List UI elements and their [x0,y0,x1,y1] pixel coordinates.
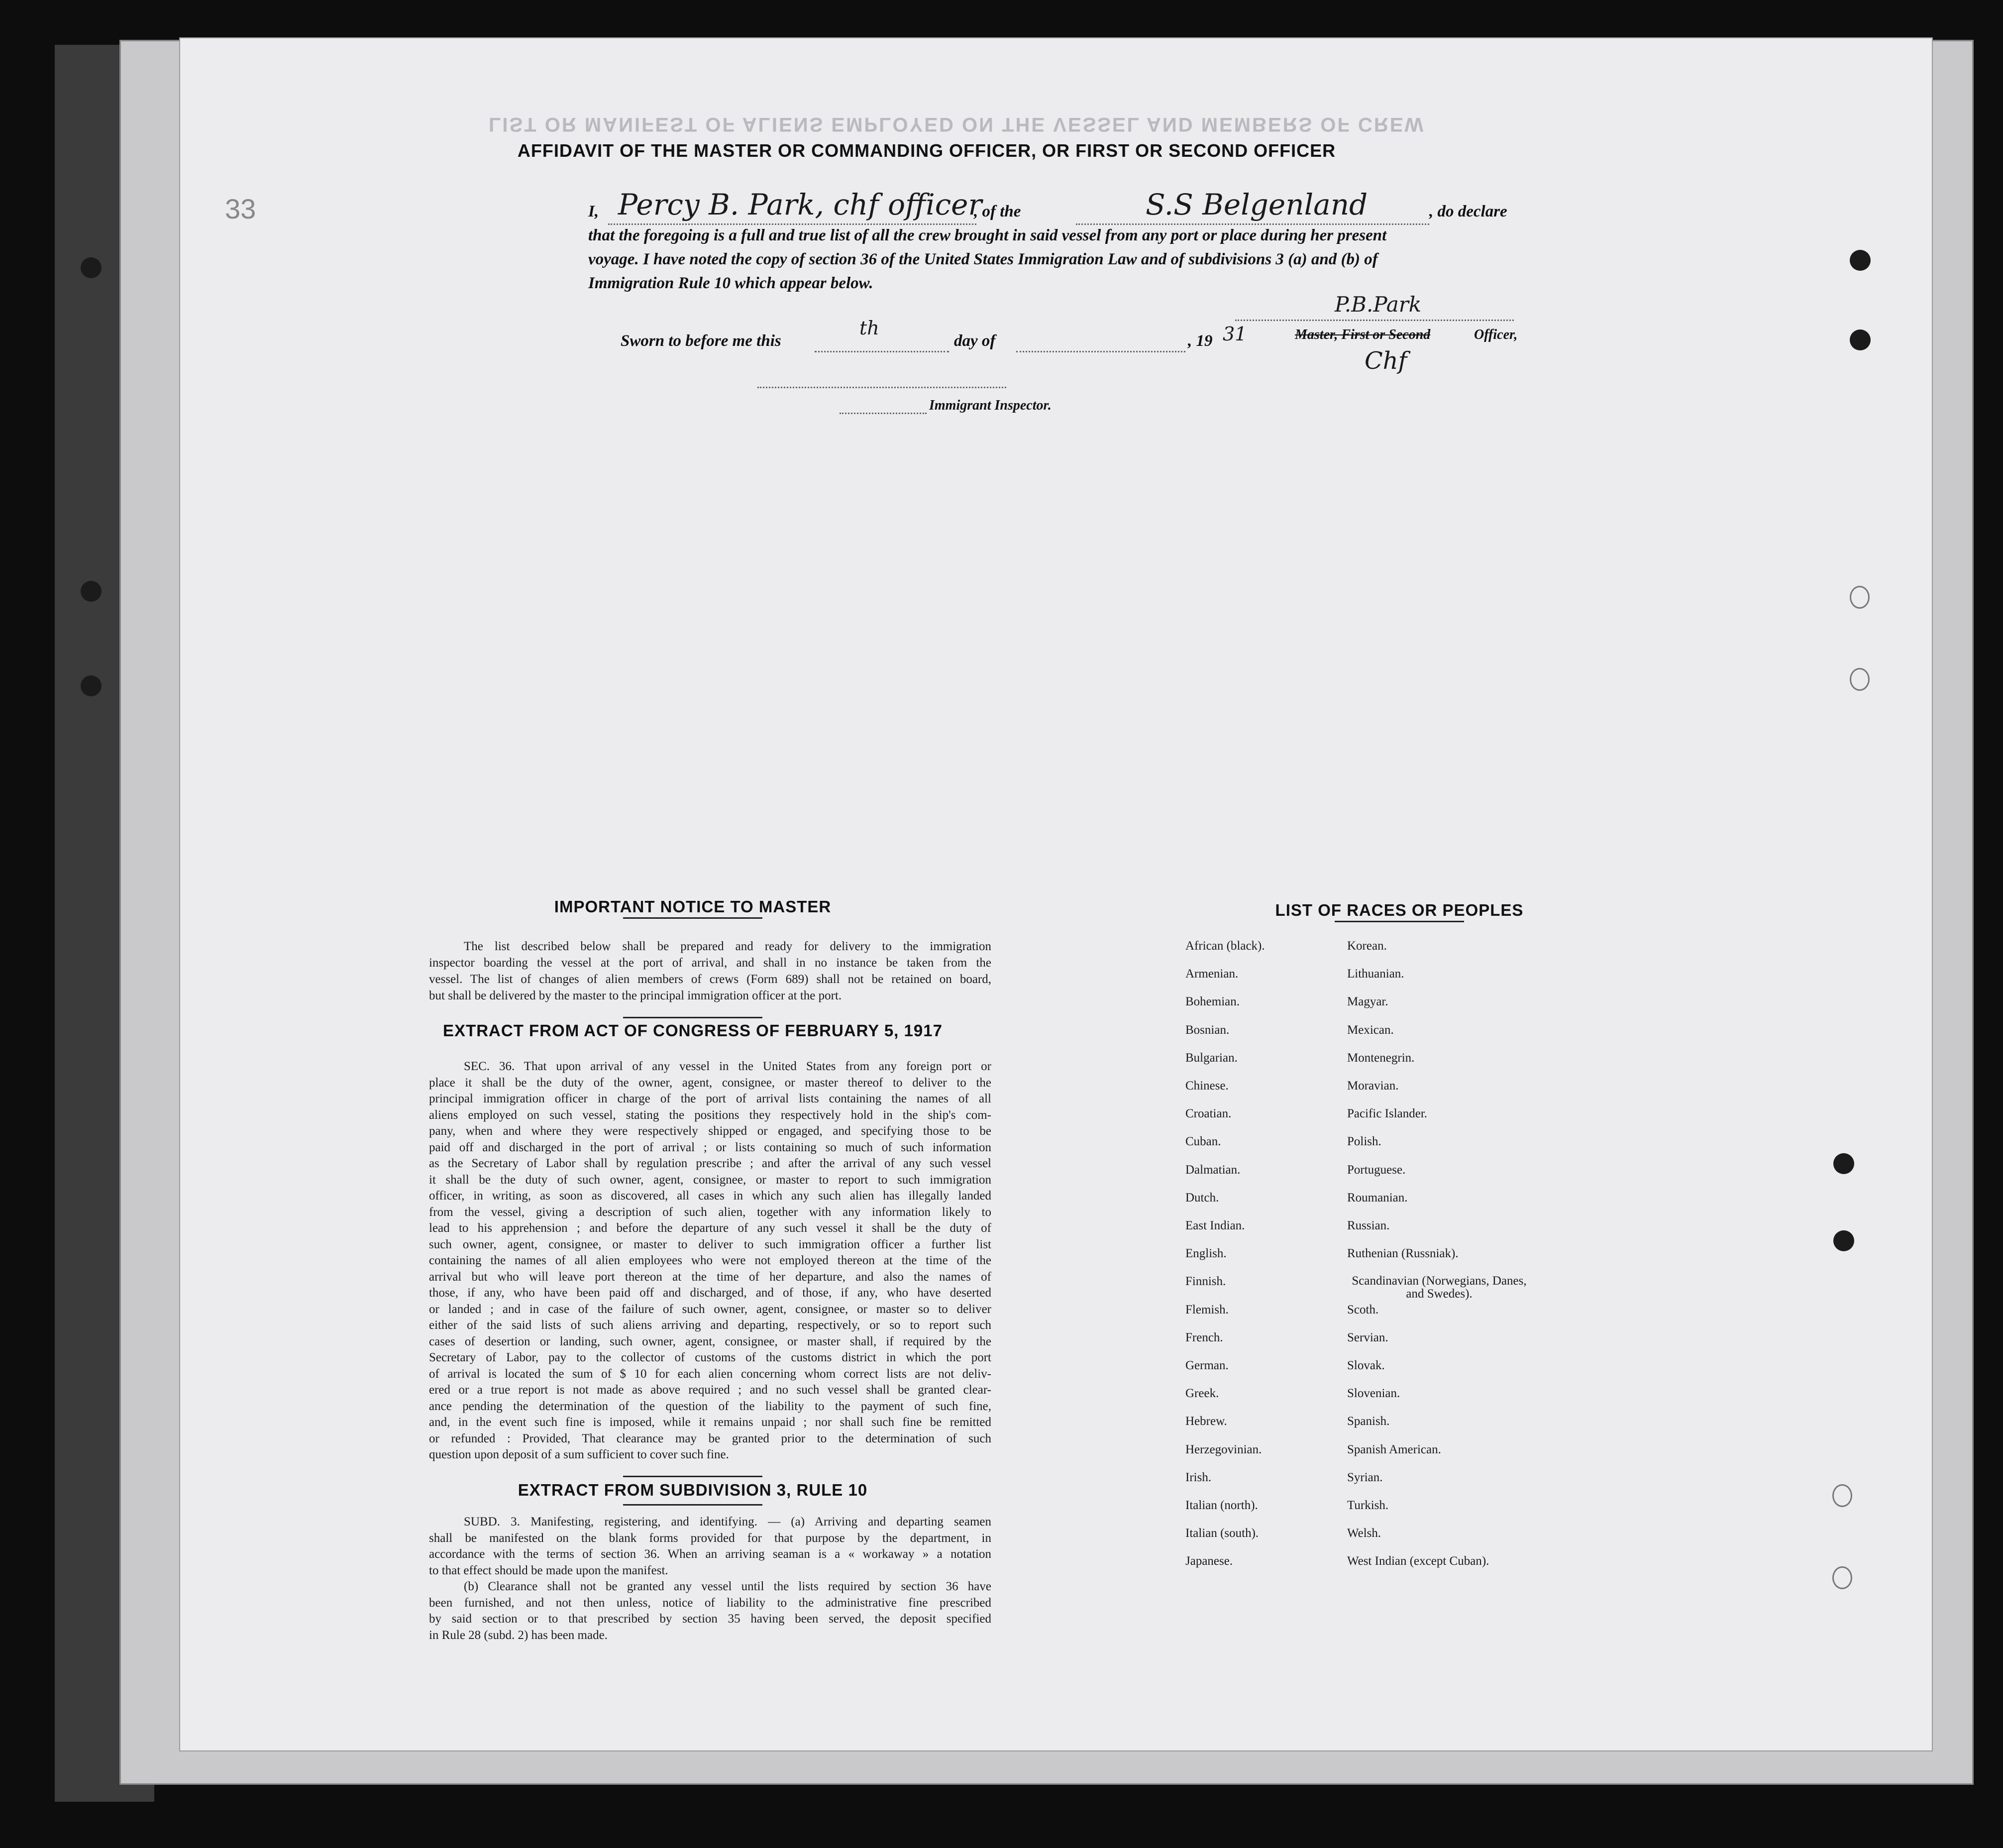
text-line: Secretary of Labor, pay to the collector of customs of the customs district in which the port [429,1351,991,1364]
text-line: in Rule 28 (subd. 2) has been made. [429,1628,608,1642]
text-line: lead to his apprehension ; and before the departure of any such vessel it shall be the duty of [429,1221,991,1235]
affidavit-title: AFFIDAVIT OF THE MASTER OR COMMANDING OFFICER, OR FIRST OR SECOND OFFICER [517,140,1336,161]
text-line: place it shall be the duty of the owner, agent, consignee, or master thereof to deliver to the [429,1076,991,1089]
race-item: Greek. [1185,1387,1219,1401]
race-item: Bohemian. [1185,995,1240,1009]
officer-name-line [608,223,976,225]
sworn-day-line [815,351,949,352]
notice-line: inspector boarding the vessel at the port of arrival, and shall in no instance be taken from the [429,956,991,970]
officer-name-handwritten: Percy B. Park, chf officer [618,188,982,221]
affidavit-of-the-label: , of the [974,203,1021,220]
day-of-label: day of [954,332,996,350]
vessel-name-handwritten: S.S Belgenland [1146,188,1368,221]
race-item: Croatian. [1185,1107,1232,1121]
races-list [1185,939,1733,1636]
page-number-stamp: 33 [225,193,256,224]
extract-act-title: EXTRACT FROM ACT OF CONGRESS OF FEBRUARY 5, 1917 [443,1021,943,1040]
officer-rank-handwritten: Chf [1365,347,1407,375]
race-item: West Indian (except Cuban). [1347,1554,1489,1568]
races-title-rule [1335,921,1464,922]
race-item: Lithuanian. [1347,967,1404,981]
race-item: Chinese. [1185,1079,1229,1092]
officer-signature: P.B.Park [1335,292,1422,317]
race-item: Servian. [1347,1330,1388,1344]
extract-rule-title: EXTRACT FROM SUBDIVISION 3, RULE 10 [518,1481,868,1499]
race-item: Japanese. [1185,1554,1233,1568]
text-line: pany, when and where they were respectively shipped or engaged, and specifying those to be [429,1124,991,1138]
race-item: Scoth. [1347,1303,1379,1316]
race-item: Spanish American. [1347,1442,1441,1456]
text-line: ance pending the determination of the question of the liability to the payment of such fine, [429,1399,991,1413]
race-item: Pacific Islander. [1347,1107,1428,1121]
race-item: Mexican. [1347,1023,1394,1037]
binder-hole [81,581,102,602]
race-item: Korean. [1347,939,1387,953]
race-item: Slovenian. [1347,1387,1400,1401]
race-item: Bosnian. [1185,1023,1230,1037]
text-line: arrival but who will leave port thereon at the time of her departure, and also the names of [429,1270,991,1284]
race-item: Spanish. [1347,1414,1390,1428]
month-line [1016,351,1185,352]
race-item: Russian. [1347,1219,1390,1232]
inspector-line-upper [757,387,1006,388]
notice-body [429,938,991,1004]
notice-line: but shall be delivered by the master to the principal immigration officer at the port. [429,989,842,1002]
text-line: from the vessel, giving a description of such alien, together with any information likely to [429,1205,991,1219]
binder-hole [1850,586,1870,609]
binder-hole [81,675,102,696]
text-line: containing the names of all alien employees who were not employed thereon at the time of the [429,1254,991,1267]
text-line: or refunded : Provided, That clearance may be granted prior to the determination of such [429,1431,991,1445]
race-item: Dutch. [1185,1191,1219,1204]
sworn-label: Sworn to before me this [621,332,781,350]
race-item: Welsh. [1347,1526,1381,1540]
text-line: and, in the event such fine is imposed, while it remains unpaid ; nor shall such fine be remitted [429,1415,991,1429]
notice-title-rule [623,917,762,919]
inspector-line [840,413,927,414]
sworn-day-handwritten: th [859,317,879,339]
text-line: by said section or to that prescribed by section 35 having been served, the deposit specified [429,1612,991,1626]
text-line: been furnished, and not then unless, notice of liability to the administrative fine prescribed [429,1596,991,1610]
text-line: ered or a true report is not made as above required ; and no such vessel shall be granted clear- [429,1383,991,1397]
affidavit-i-label: I, [588,203,599,220]
race-item: Polish. [1347,1135,1381,1149]
race-item: Portuguese. [1347,1163,1406,1177]
binder-hole [81,257,102,278]
binder-hole [1833,1230,1854,1251]
race-item: Syrian. [1347,1470,1383,1484]
text-line: cases of desertion or landing, such owner, agent, consignee, or master shall, if required by the [429,1334,991,1348]
race-item: Irish. [1185,1470,1212,1484]
text-line: shall be manifested on the blank forms provided for that purpose by the department, in [429,1531,991,1545]
binder-hole [1832,1484,1852,1507]
inspector-label: Immigrant Inspector. [929,398,1052,413]
extract-act-body [429,1059,991,1463]
races-title: LIST OF RACES OR PEOPLES [1275,901,1524,919]
text-line: SEC. 36. That upon arrival of any vessel in the United States from any foreign port or [464,1060,991,1073]
year-handwritten: 31 [1223,323,1247,345]
text-line: (b) Clearance shall not be granted any vessel until the lists required by section 36 have [464,1580,991,1593]
race-item: Magyar. [1347,995,1388,1009]
binder-hole [1850,250,1871,271]
text-line: such owner, agent, consignee, or master to deliver to such immigration officer a further list [429,1237,991,1251]
text-line: as the Secretary of Labor shall by regulation prescribe ; and after the arrival of any such vessel [429,1157,991,1170]
notice-line: The list described below shall be prepared and ready for delivery to the immigration [464,940,991,953]
text-line: to that effect should be made upon the manifest. [429,1563,668,1577]
race-item: French. [1185,1330,1223,1344]
race-item: Slovak. [1347,1359,1385,1372]
binder-hole [1832,1566,1852,1589]
text-line: officer, in writing, as soon as discovered, all cases in which any such alien has illegally landed [429,1189,991,1202]
bleed-through-title: LIST OR MANIFEST OF ALIENS EMPLOYED ON THE VESSEL AND MEMBERS OF CREW [489,113,1425,135]
text-line: those, if any, who have been paid off and discharged, and of those, if any, who have deserted [429,1286,991,1300]
binder-hole [1850,668,1870,691]
extract-act-top-rule [623,1017,762,1018]
affidavit-text-line: voyage. I have noted the copy of section 36 of the United States Immigration Law and of subdivisions 3 (a) and (b) of [588,250,1378,268]
race-item: Hebrew. [1185,1414,1227,1428]
text-line: either of the said lists of such aliens arriving and departing, respectively, or so to report such [429,1318,991,1332]
extract-rule-top-rule [623,1476,762,1477]
text-line: of arrival is located the sum of $ 10 for each alien concerning whom correct lists are not deliv- [429,1367,991,1381]
race-item: East Indian. [1185,1219,1245,1232]
race-item: Ruthenian (Russniak). [1347,1247,1459,1261]
race-item: Roumanian. [1347,1191,1408,1204]
race-item: Flemish. [1185,1303,1229,1316]
race-item: Italian (north). [1185,1499,1258,1512]
affidavit-text-line: that the foregoing is a full and true list of all the crew brought in said vessel from any port or place during her present [588,226,1387,244]
officer-title-struck: Master, First or Second [1295,327,1431,342]
notice-line: vessel. The list of changes of alien members of crews (Form 689) shall not be retained on board, [429,973,991,986]
text-line: SUBD. 3. Manifesting, registering, and identifying. — (a) Arriving and departing seamen [464,1515,991,1528]
race-item: German. [1185,1359,1229,1372]
year-prefix-label: , 19 [1188,332,1213,350]
binder-hole [1833,1153,1854,1174]
race-item: Moravian. [1347,1079,1399,1092]
text-line: aliens employed on such vessel, stating the positions they respectively hold in the ship's com- [429,1108,991,1122]
race-item: Armenian. [1185,967,1239,981]
race-item: African (black). [1185,939,1265,953]
race-item: Dalmatian. [1185,1163,1241,1177]
manifest-page [179,37,1933,1751]
race-item: English. [1185,1247,1227,1261]
affidavit-declare-label: , do declare [1429,203,1507,220]
race-item: Finnish. [1185,1275,1226,1289]
notice-title: IMPORTANT NOTICE TO MASTER [554,897,832,916]
binder-hole [1850,329,1871,350]
race-item: Bulgarian. [1185,1051,1238,1065]
signature-line [1235,320,1514,321]
text-line: paid off and discharged in the port of arrival ; or lists containing so much of such information [429,1140,991,1154]
race-item: Italian (south). [1185,1526,1259,1540]
extract-rule-bottom-rule [623,1504,762,1506]
text-line: question upon deposit of a sum sufficient to cover such fine. [429,1448,729,1461]
text-line: it shall be the duty of such owner, agent, consignee, or master to report to such immigration [429,1173,991,1187]
race-item: Turkish. [1347,1499,1389,1512]
extract-rule-body [429,1514,991,1643]
race-item: Herzegovinian. [1185,1442,1262,1456]
race-item: Scandinavian (Norwegians, Danes, and Swedes). [1352,1274,1527,1301]
officer-title-label: Officer, [1474,327,1518,342]
affidavit-text-line: Immigration Rule 10 which appear below. [588,274,873,292]
text-line: accordance with the terms of section 36. When an arriving seaman is a « workaway » a notation [429,1547,991,1561]
vessel-name-line [1076,223,1429,225]
race-item: Cuban. [1185,1135,1221,1149]
text-line: or landed ; and in case of the failure of such owner, agent, consignee, or master so to deliver [429,1302,991,1316]
race-item: Montenegrin. [1347,1051,1415,1065]
text-line: principal immigration officer in charge of the port of arrival lists containing the names of all [429,1092,991,1105]
